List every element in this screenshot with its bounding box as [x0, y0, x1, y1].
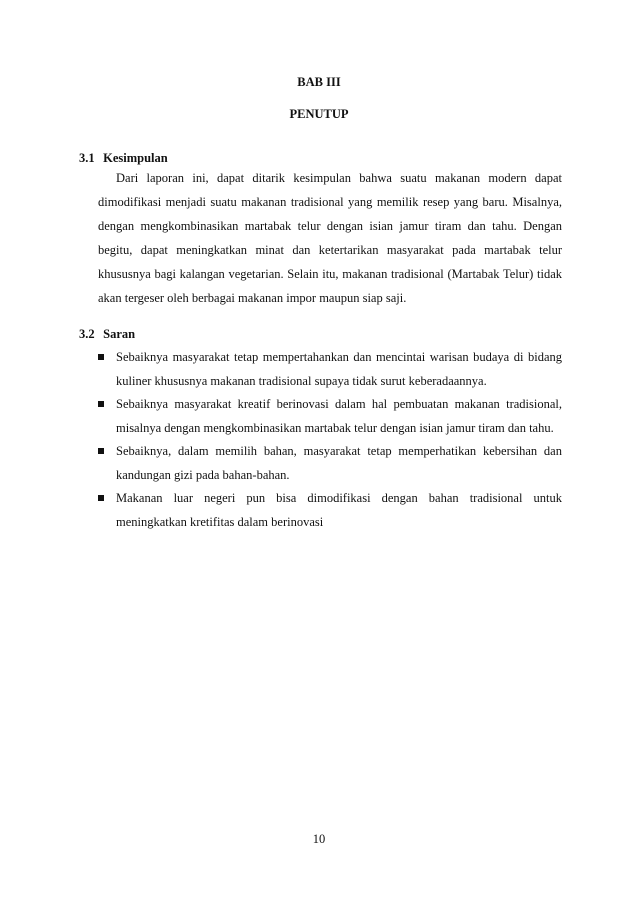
list-item-text: Sebaiknya masyarakat kreatif berinovasi dalam hal pembuatan makanan tradisional, misalnya dengan mengkombinasikan martabak telur dengan isian jamur tiram dan tahu.: [116, 397, 562, 435]
list-item: [98, 487, 562, 534]
list-item-text: Makanan luar negeri pun bisa dimodifikasi dengan bahan tradisional untuk meningkatkan kretifitas dalam berinovasi: [116, 491, 562, 529]
section-title: Saran: [103, 327, 136, 341]
square-bullet-icon: [98, 448, 104, 454]
section-title: Kesimpulan: [103, 151, 168, 165]
suggestion-list: [98, 346, 562, 534]
list-item: [98, 346, 562, 393]
square-bullet-icon: [98, 495, 104, 501]
square-bullet-icon: [98, 354, 104, 360]
chapter-number: BAB III: [297, 75, 341, 89]
section-number: 3.2: [79, 327, 95, 341]
conclusion-paragraph: Dari laporan ini, dapat ditarik kesimpulan bahwa suatu makanan modern dapat dimodifikasi menjadi suatu makanan tradisional yang memilik resep yang baru. Misalnya, dengan mengkombinasikan martabak telur dengan isian jamur tiram dan tahu. Dengan begitu, dapat meningkatkan minat dan ketertarikan masyarakat pada martabak telur khususnya bagi kalangan vegetarian. Selain itu, makanan tradisional (Martabak Telur) tidak akan tergeser oleh berbagai makanan impor maupun siap saji.: [98, 171, 562, 305]
section-number: 3.1: [79, 151, 95, 165]
list-item-text: Sebaiknya, dalam memilih bahan, masyarakat tetap memperhatikan kebersihan dan kandungan gizi pada bahan-bahan.: [116, 444, 562, 482]
chapter-title: PENUTUP: [289, 107, 349, 121]
list-item-text: Sebaiknya masyarakat tetap mempertahankan dan mencintai warisan budaya di bidang kuliner khususnya makanan tradisional supaya tidak surut keberadaannya.: [116, 350, 562, 388]
square-bullet-icon: [98, 401, 104, 407]
section-heading-saran: [79, 327, 135, 342]
list-item: [98, 440, 562, 487]
page-number: 10: [312, 832, 326, 846]
list-item: [98, 393, 562, 440]
